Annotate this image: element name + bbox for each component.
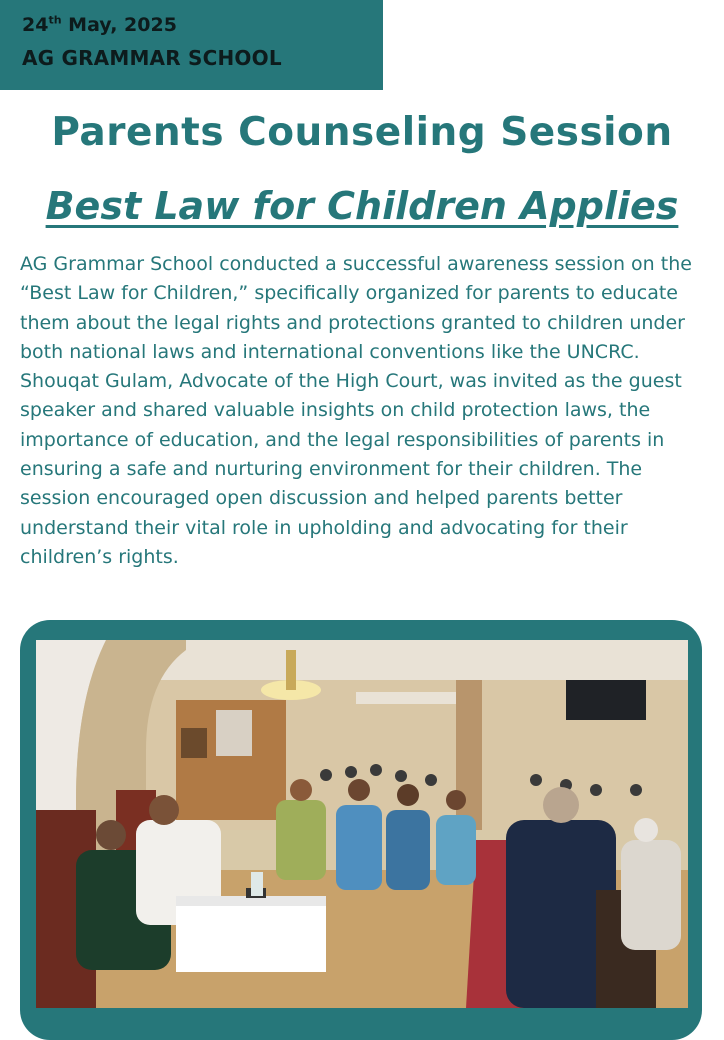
event-photo	[36, 640, 688, 1008]
article-body: AG Grammar School conducted a successful awareness session on the “Best Law for Children,” specifically organized for parents to educate them about the legal rights and protections granted to children under both national laws and international conventions like the UNCRC. Shouqat Gulam, Advocate of the High Court, was invited as the guest speaker and shared valuable insights on child protection laws, the importance of education, and the legal responsibilities of parents in ensuring a safe and nurturing environment for their children. The session encouraged open discussion and helped parents better understand their vital role in upholding and advocating for their children’s rights.	[20, 253, 692, 568]
header-school-name: AG GRAMMAR SCHOOL	[22, 46, 282, 70]
page-title: Parents Counseling Session	[51, 110, 673, 155]
event-photo-illustration	[36, 640, 688, 1008]
header-bar	[0, 0, 383, 90]
header-date: 24th May, 2025	[22, 13, 177, 36]
page-subtitle: Best Law for Children Applies	[45, 184, 679, 228]
